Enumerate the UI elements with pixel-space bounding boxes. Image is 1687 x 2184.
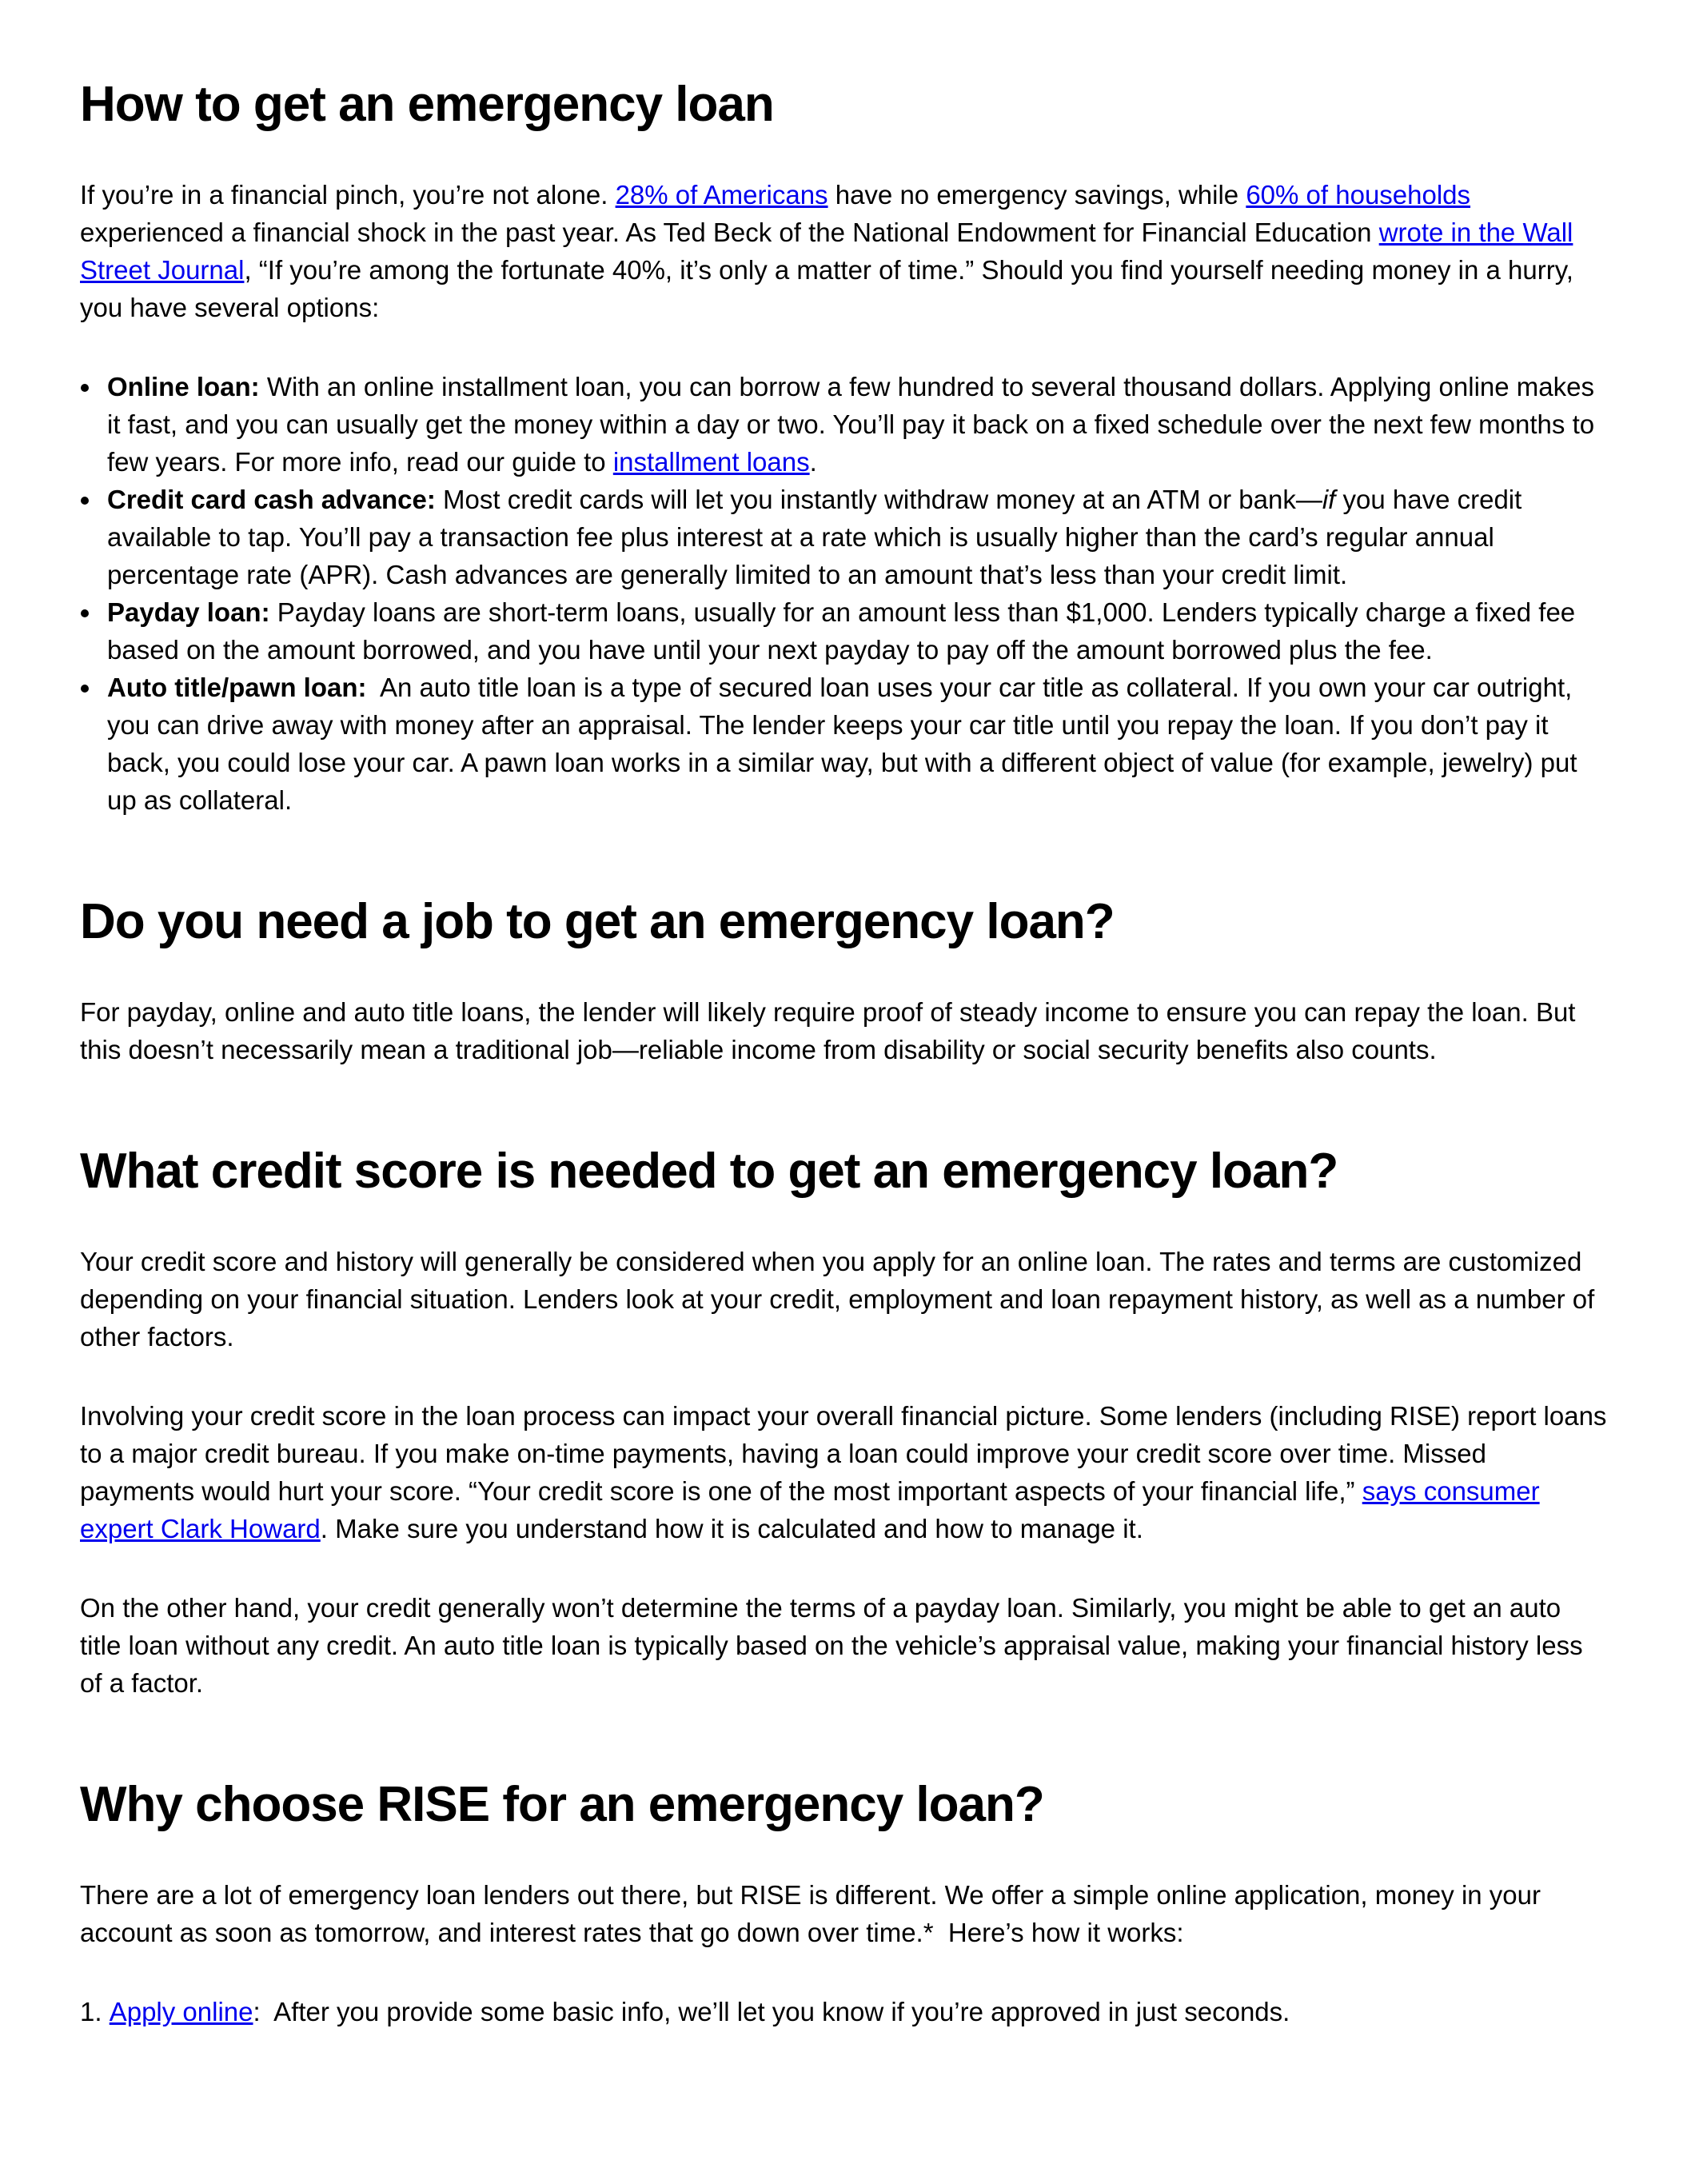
paragraph	[80, 993, 1607, 1068]
bullet-item	[102, 481, 1607, 593]
text-link[interactable]: says consumer expert Clark Howard	[80, 1476, 1540, 1543]
text-run: How to get an emergency loan	[80, 77, 774, 132]
section-heading	[80, 1142, 1607, 1201]
bold-label: Online loan:	[107, 372, 260, 401]
section-heading	[80, 1775, 1607, 1835]
text-run: With an online installment loan, you can borrow a few hundred to several thousand dollars. Applying online makes it fast, and you can usually get the money within a day or two. You’ll pay it back on a fixed schedule over the next few months to few years. For more info, read our guide to	[107, 372, 1595, 477]
article-title	[80, 75, 1607, 134]
bullet-item	[102, 368, 1607, 481]
bold-label: Auto title/pawn loan:	[107, 673, 367, 702]
text-run: Most credit cards will let you instantly withdraw money at an ATM or bank—	[435, 485, 1322, 514]
bullet-item	[102, 593, 1607, 669]
text-run: Involving your credit score in the loan process can impact your overall financial picture. Some lenders (including RISE) report loans to a major credit bureau. If you make on-time payments, having a loan could improve your credit score over time. Missed payments would hurt your score. “Your credit score is one of the most important aspects of your financial life,”	[80, 1401, 1607, 1506]
text-run: . Make sure you understand how it is calculated and how to manage it.	[320, 1514, 1143, 1543]
text-run: If you’re in a financial pinch, you’re not alone.	[80, 180, 616, 210]
text-run: experienced a financial shock in the past year. As Ted Beck of the National Endowment for Financial Education	[80, 218, 1379, 247]
text-run: An auto title loan is a type of secured loan uses your car title as collateral. If you own your car outright, you can drive away with money after an appraisal. The lender keeps your car title until you repay the loan. If you don’t pay it back, you could lose your car. A pawn loan works in a similar way, but with a different object of value (for example, jewelry) put up as collateral.	[107, 673, 1577, 815]
text-run: For payday, online and auto title loans, the lender will likely require proof of steady income to ensure you can repay the loan. But this doesn’t necessarily mean a traditional job—reliable income from disability or social security benefits also counts.	[80, 997, 1576, 1064]
section-heading	[80, 892, 1607, 952]
bullet-item	[102, 669, 1607, 819]
text-run: There are a lot of emergency loan lenders out there, but RISE is different. We offer a simple online application, money in your account as soon as tomorrow, and interest rates that go down over time.* Here’s how it works:	[80, 1880, 1541, 1947]
text-run: , “If you’re among the fortunate 40%, it’s only a matter of time.” Should you find yourself needing money in a hurry, you have several options:	[80, 255, 1573, 322]
numbered-list	[80, 1993, 1607, 2030]
text-run: you have credit available to tap. You’ll pay a transaction fee plus interest at a rate which is usually higher than the card’s regular annual percentage rate (APR). Cash advances are generally limited to an amount that’s less than your credit limit.	[107, 485, 1522, 589]
bold-label: Payday loan:	[107, 597, 270, 627]
text-link[interactable]: installment loans	[612, 447, 810, 477]
paragraph	[80, 176, 1607, 326]
text-link[interactable]: 28% of Americans	[615, 180, 828, 210]
paragraph	[80, 1876, 1607, 1951]
numbered-item	[80, 1993, 1607, 2030]
text-run: On the other hand, your credit generally won’t determine the terms of a payday loan. Similarly, you might be able to get an auto title loan without any credit. An auto title loan is typically based on the vehicle’s appraisal value, making your financial history less of a factor.	[80, 1593, 1583, 1698]
text-run: have no emergency savings, while	[828, 180, 1246, 210]
text-run: Do you need a job to get an emergency loan?	[80, 894, 1115, 949]
text-run: Your credit score and history will generally be considered when you apply for an online loan. The rates and terms are customized depending on your financial situation. Lenders look at your credit, employment and loan repayment history, as well as a number of other factors.	[80, 1247, 1595, 1352]
text-link[interactable]: Apply online	[109, 1997, 253, 2026]
text-run: : After you provide some basic info, we’ll let you know if you’re approved in just seconds.	[253, 1997, 1290, 2026]
italic-text: if	[1322, 485, 1336, 514]
text-run: What credit score is needed to get an emergency loan?	[80, 1144, 1338, 1199]
bullet-list	[80, 368, 1607, 819]
paragraph	[80, 1397, 1607, 1547]
text-run: Payday loans are short-term loans, usually for an amount less than $1,000. Lenders typically charge a fixed fee based on the amount borrowed, and you have until your next payday to pay off the amount borrowed plus the fee.	[107, 597, 1576, 665]
paragraph	[80, 1243, 1607, 1356]
text-link[interactable]: 60% of households	[1246, 180, 1471, 210]
text-link[interactable]: wrote in the Wall Street Journal	[80, 218, 1573, 285]
bold-label: Credit card cash advance:	[107, 485, 436, 514]
paragraph	[80, 1589, 1607, 1702]
text-run: Why choose RISE for an emergency loan?	[80, 1777, 1044, 1832]
text-run: .	[809, 447, 817, 477]
